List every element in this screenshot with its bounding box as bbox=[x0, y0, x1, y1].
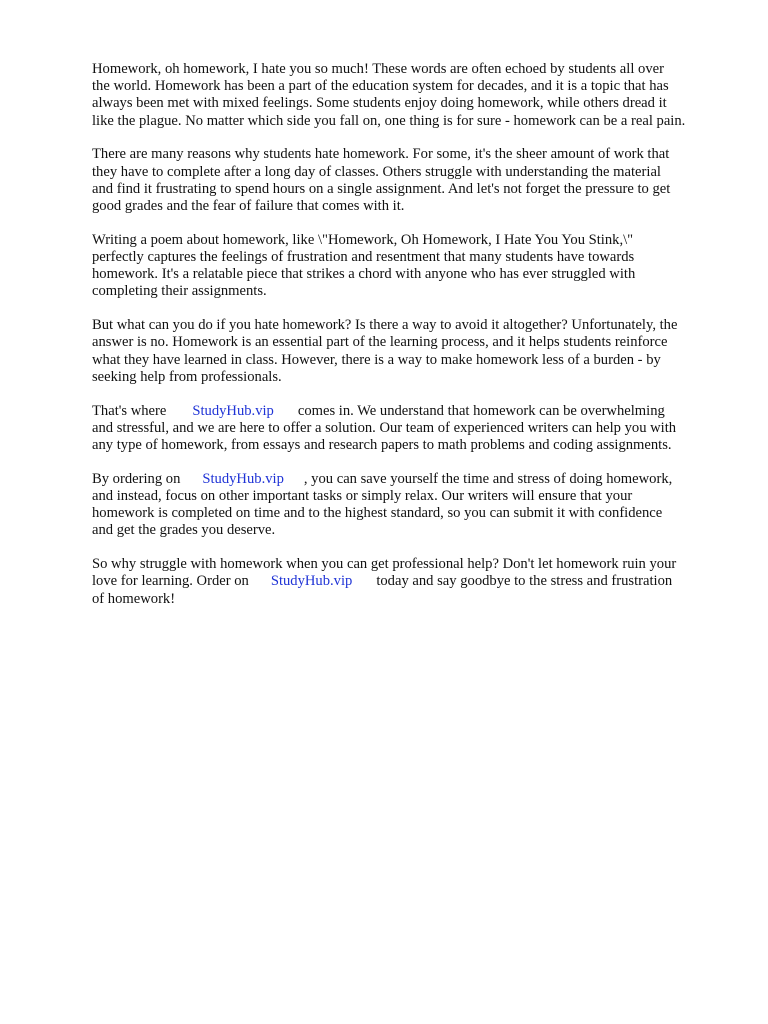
studyhub-link[interactable]: StudyHub.vip bbox=[270, 573, 353, 590]
text-segment: , you can save yourself the time and stress of doing homework, bbox=[303, 470, 673, 487]
text-line: So why struggle with homework when you can get professional help? Don't let homework ruin your bbox=[92, 556, 677, 573]
text-segment: By ordering on bbox=[92, 470, 181, 487]
text-line: and get the grades you deserve. bbox=[92, 522, 276, 539]
studyhub-link[interactable]: StudyHub.vip bbox=[192, 402, 274, 419]
text-line: There are many reasons why students hate homework. For some, it's the sheer amount of work that bbox=[92, 146, 670, 163]
text-line: completing their assignments. bbox=[92, 283, 267, 300]
text-line bbox=[92, 403, 728, 420]
document-page bbox=[92, 61, 728, 624]
text-line: and find it frustrating to spend hours on a single assignment. And let's not forget the pressure to get bbox=[92, 180, 671, 197]
text-line: what they have learned in class. However, there is a way to make homework less of a burden - by bbox=[92, 351, 661, 368]
text-segment: love for learning. Order on bbox=[92, 573, 249, 590]
text-line: homework is completed on time and to the highest standard, so you can submit it with confidence bbox=[92, 505, 663, 522]
text-line: answer is no. Homework is an essential part of the learning process, and it helps students reinforce bbox=[92, 334, 668, 351]
text-line: and instead, focus on other important tasks or simply relax. Our writers will ensure that your bbox=[92, 488, 633, 505]
text-line: Homework, oh homework, I hate you so much! These words are often echoed by students all over bbox=[92, 61, 664, 77]
text-line: always been met with mixed feelings. Some students enjoy doing homework, while others dread it bbox=[92, 95, 667, 112]
text-line bbox=[92, 573, 728, 590]
text-line: Writing a poem about homework, like \"Homework, Oh Homework, I Hate You You Stink,\" bbox=[92, 231, 634, 248]
paragraph-intro bbox=[92, 61, 728, 130]
text-segment: today and say goodbye to the stress and frustration bbox=[376, 573, 673, 590]
text-line: homework. It's a relatable piece that strikes a chord with anyone who has ever struggled with bbox=[92, 266, 636, 283]
paragraph-closing bbox=[92, 556, 728, 608]
text-line: perfectly captures the feelings of frustration and resentment that many students have towards bbox=[92, 249, 635, 266]
studyhub-link[interactable]: StudyHub.vip bbox=[202, 470, 284, 487]
text-line: good grades and the fear of failure that comes with it. bbox=[92, 198, 405, 215]
text-line: But what can you do if you hate homework? Is there a way to avoid it altogether? Unfortunately, the bbox=[92, 317, 678, 334]
text-line: like the plague. No matter which side you fall on, one thing is for sure - homework can be a real pain. bbox=[92, 112, 686, 129]
paragraph-avoid bbox=[92, 317, 728, 386]
text-line: they have to complete after a long day of classes. Others struggle with understanding the material bbox=[92, 163, 661, 180]
text-line: seeking help from professionals. bbox=[92, 368, 282, 385]
text-line: the world. Homework has been a part of the education system for decades, and it is a topic that has bbox=[92, 78, 669, 95]
paragraph-poem bbox=[92, 232, 728, 301]
text-line: and stressful, and we are here to offer a solution. Our team of experienced writers can help you with bbox=[92, 419, 677, 436]
text-line: of homework! bbox=[92, 590, 176, 607]
paragraph-ordering bbox=[92, 471, 728, 540]
text-segment: comes in. We understand that homework can be overwhelming bbox=[297, 402, 665, 419]
text-line: any type of homework, from essays and research papers to math problems and coding assignments. bbox=[92, 437, 672, 454]
text-segment: That's where bbox=[92, 402, 167, 419]
paragraph-solution bbox=[92, 403, 728, 455]
text-line bbox=[92, 471, 728, 488]
paragraph-reasons bbox=[92, 146, 728, 215]
